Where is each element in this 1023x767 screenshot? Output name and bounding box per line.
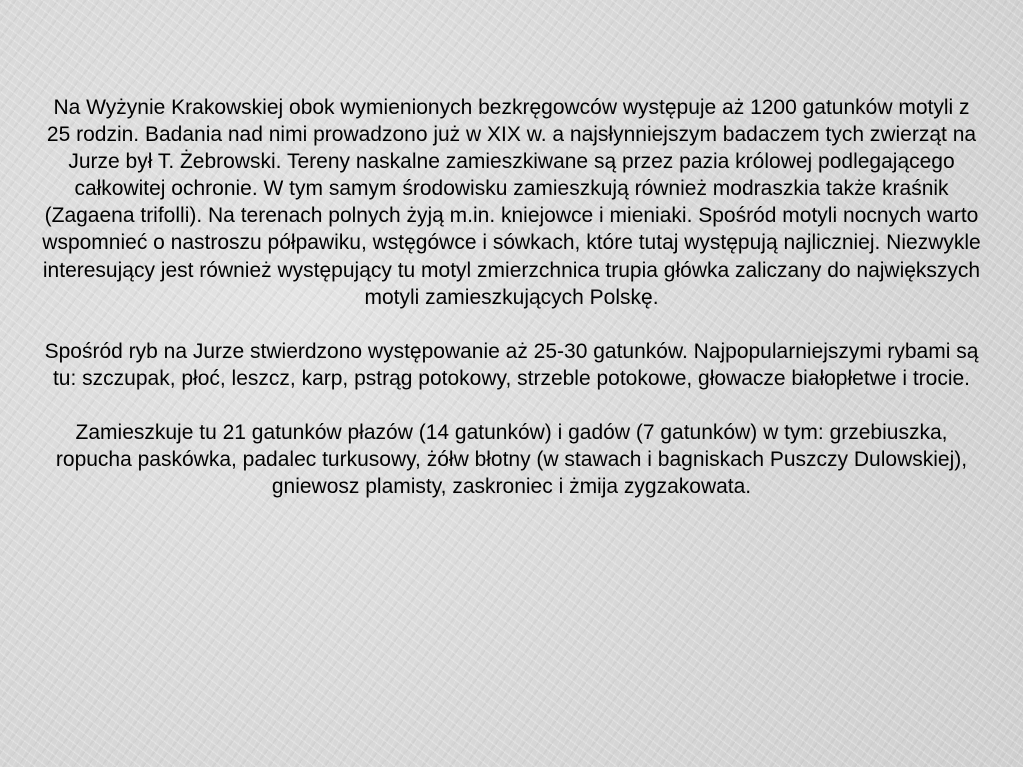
paragraph-fish: Spośród ryb na Jurze stwierdzono występowanie aż 25-30 gatunków. Najpopularniejszymi rybami są tu: szczupak, płoć, leszcz, karp, pstrąg potokowy, strzeble potokowe, głowacze białopłetwe i trocie.	[44, 339, 979, 390]
paragraph-amphibians-reptiles: Zamieszkuje tu 21 gatunków płazów (14 gatunków) i gadów (7 gatunków) w tym: grzebiuszka, ropucha paskówka, padalec turkusowy, żółw błotny (w stawach i bagniskach Puszczy Dulowskiej), gniewosz plamisty, zaskroniec i żmija zygzakowata.	[55, 420, 968, 499]
paragraph-butterflies: Na Wyżynie Krakowskiej obok wymienionych bezkręgowców występuje aż 1200 gatunków motyli z 25 rodzin. Badania nad nimi prowadzono już w XIX w. a najsłynniejszym badaczem tych zwierząt na Jurze był T. Żebrowski. Tereny naskalne zamieszkiwane są przez pazia królowej podlegającego całkowitej ochronie. W tym samym środowisku zamieszkują również modraszkia także kraśnik (Zagaena trifolli). Na terenach polnych żyją m.in. kniejowce i mieniaki. Spośród motyli nocnych warto wspomnieć o nastroszu półpawiku, wstęgówce i sówkach, które tutaj występują najliczniej. Niezwykle interesujący jest również występujący tu motyl zmierzchnica trupia główka zaliczany do największych motyli zamieszkujących Polskę.	[42, 96, 981, 309]
slide-text-body	[40, 94, 983, 527]
